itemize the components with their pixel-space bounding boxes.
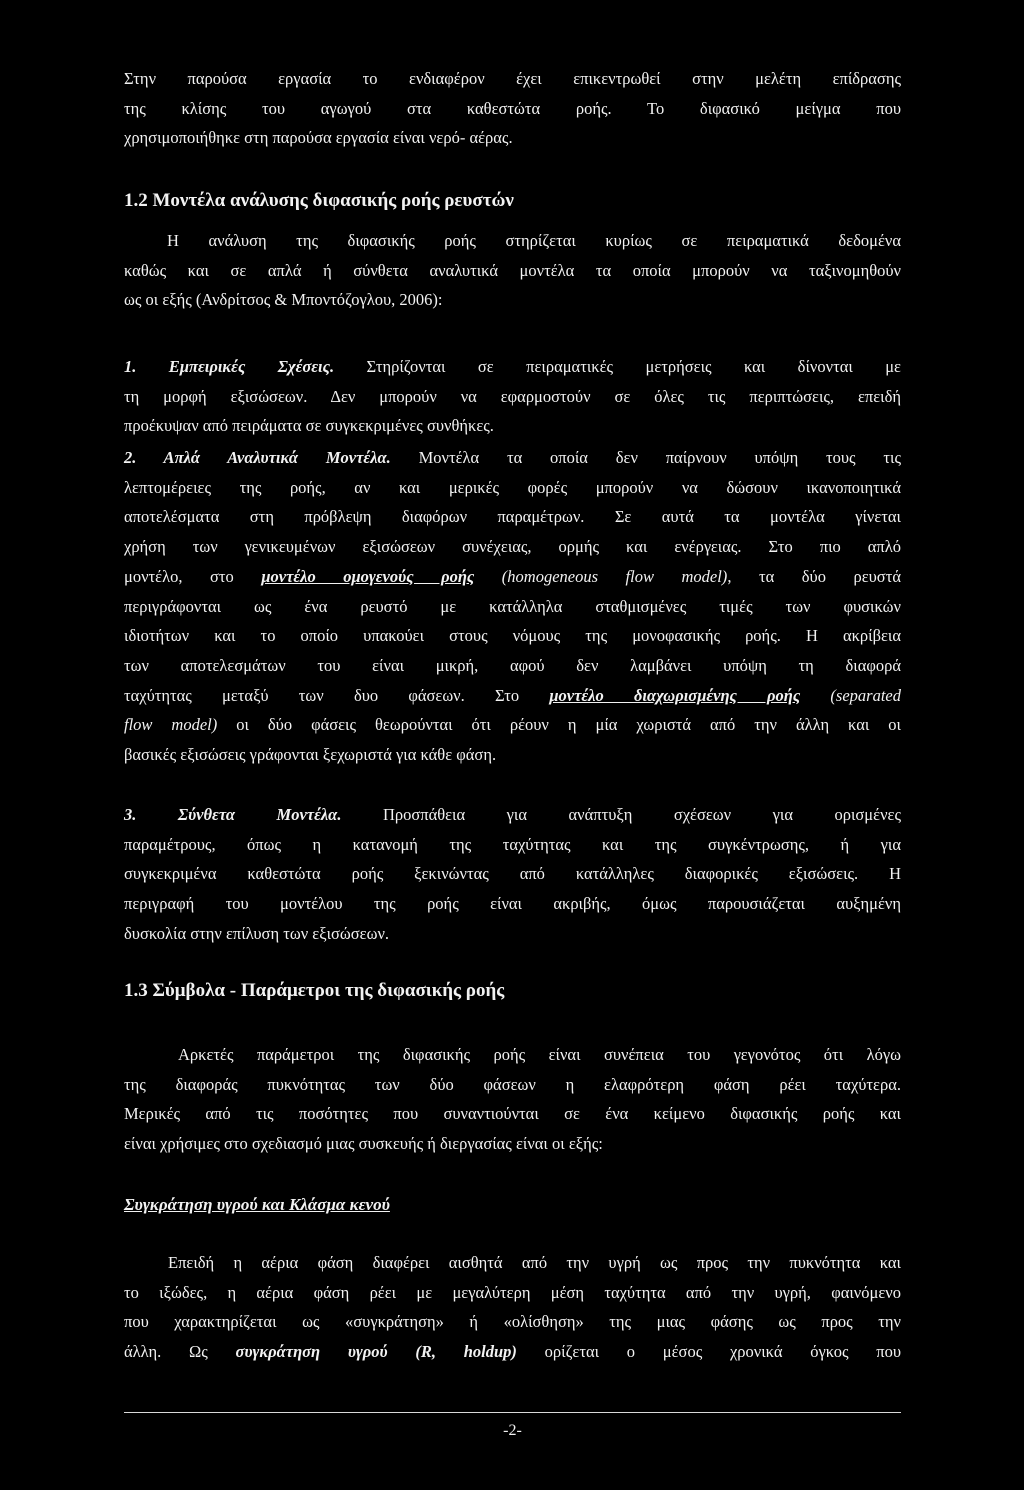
text-line: ιδιοτήτων και το οποίο υπακούει στους νόμους της μονοφασικής ροής. Η ακρίβεια [124,626,901,646]
section-heading-1-3: 1.3 Σύμβολα - Παράμετροι της διφασικής ροής [124,980,505,1001]
holdup-paragraph [124,1248,901,1367]
text-line: της διαφοράς πυκνότητας των δύο φάσεων η ελαφρότερη φάση ρέει ταχύτερα. [124,1074,901,1094]
text-line: το ιξώδες, η αέρια φάση ρέει με μεγαλύτερη μέση ταχύτητα από την υγρή, φαινόμενο [124,1282,901,1302]
text-line: τη μορφή εξισώσεων. Δεν μπορούν να εφαρμοστούν σε όλες τις περιπτώσεις, επειδή [124,386,901,406]
item-title: 2. Απλά Αναλυτικά Μοντέλα. [124,448,391,467]
text-line: 3. Σύνθετα Μοντέλα. Προσπάθεια για ανάπτυξη σχέσεων για ορισμένες [124,805,902,824]
page-number: -2- [503,1422,522,1439]
list-item-empirical [124,352,901,441]
text-line: προέκυψαν από πειράματα σε συγκεκριμένες συνθήκες. [124,416,494,436]
text-line: μοντέλο, στο μοντέλο ομογενούς ροής (homogeneous flow model), τα δύο ρευστά [124,566,901,586]
text-line: συγκεκριμένα καθεστώτα ροής ξεκινώντας από κατάλληλες διαφορικές εξισώσεις. Η [124,864,901,884]
holdup-term: συγκράτηση υγρού (R, holdup) [235,1342,517,1362]
text-line: περιγραφή του μοντέλου της ροής είναι ακριβής, όμως παρουσιάζεται αυξημένη [124,894,901,914]
section-1-2-paragraph [124,226,901,315]
section-1-3-paragraph [124,1040,901,1159]
text-line: ταχύτητας μεταξύ των δυο φάσεων. Στο μοντέλο διαχωρισμένης ροής (separated [124,685,901,705]
text-line: της κλίσης του αγωγού στα καθεστώτα ροής. Το διφασικό μείγμα που [124,98,901,118]
text-line: καθώς και σε απλά ή σύνθετα αναλυτικά μοντέλα τα οποία μπορούν να ταξινομηθούν [124,260,901,280]
text-line: των αποτελεσμάτων του είναι μικρή, αφού δεν λαμβάνει υπόψη τη διαφορά [124,655,901,675]
text-line: παραμέτρους, όπως η κατανομή της ταχύτητας και της συγκέντρωσης, ή για [124,834,901,854]
text-line: δυσκολία στην επίλυση των εξισώσεων. [124,923,390,943]
list-item-complex-models [124,800,901,949]
text-line: Μερικές από τις ποσότητες που συναντιούνται σε ένα κείμενο διφασικής ροής και [124,1104,901,1124]
text-line: Επειδή η αέρια φάση διαφέρει αισθητά από την υγρή ως προς την πυκνότητα και [168,1253,901,1272]
text-line: 2. Απλά Αναλυτικά Μοντέλα. Μοντέλα τα οποία δεν παίρνουν υπόψη τους τις [124,448,901,467]
text-line: περιγράφονται ως ένα ρευστό με κατάλληλα σταθμισμένες τιμές των φυσικών [124,596,901,616]
item-title: 3. Σύνθετα Μοντέλα. [124,805,342,824]
text-line: 1. Εμπειρικές Σχέσεις. Στηρίζονται σε πειραματικές μετρήσεις και δίνονται με [124,357,901,376]
text-line: βασικές εξισώσεις γράφονται ξεχωριστά για κάθε φάση. [124,745,497,765]
text-line: Αρκετές παράμετροι της διφασικής ροής είναι συνέπεια του γεγονότος ότι λόγω [178,1045,901,1064]
text-line: ως οι εξής (Ανδρίτσος & Μποντόζογλου, 2006): [124,290,443,310]
intro-paragraph [124,64,901,153]
footer-rule [124,1412,901,1413]
text-line: Στην παρούσα εργασία το ενδιαφέρον έχει επικεντρωθεί στην μελέτη επίδρασης [124,69,901,88]
homogeneous-model-term: μοντέλο ομογενούς ροής [261,566,475,586]
subheading-holdup-void: Συγκράτηση υγρού και Κλάσμα κενού [124,1195,390,1214]
text-line: που χαρακτηρίζεται ως «συγκράτηση» ή «ολίσθηση» της μιας φάσης ως προς την [124,1312,901,1332]
item-title: 1. Εμπειρικές Σχέσεις. [124,357,335,376]
text-line: λεπτομέρειες της ροής, αν και μερικές φορές μπορούν να δώσουν ικανοποιητικά [124,477,901,497]
text-line: είναι χρήσιμες στο σχεδιασμό μιας συσκευής ή διεργασίας είναι οι εξής: [124,1134,603,1154]
text-line: flow model) οι δύο φάσεις θεωρούνται ότι ρέουν η μία χωριστά από την άλλη και οι [124,715,901,735]
list-item-simple-models [124,443,901,770]
text-line: Η ανάλυση της διφασικής ροής στηρίζεται κυρίως σε πειραματικά δεδομένα [167,231,901,250]
text-line: άλλη. Ως συγκράτηση υγρού (R, holdup) ορίζεται ο μέσος χρονικά όγκος που [124,1342,902,1362]
text-line: χρήση των γενικευμένων εξισώσεων συνέχειας, ορμής και ενέργειας. Στο πιο απλό [124,537,901,557]
text-line: χρησιμοποιήθηκε στη παρούσα εργασία είναι νερό- αέρας. [124,128,513,148]
section-heading-1-2: 1.2 Μοντέλα ανάλυσης διφασικής ροής ρευστών [124,190,514,211]
separated-model-term: μοντέλο διαχωρισμένης ροής [549,685,801,705]
text-line: αποτελέσματα στη πρόβλεψη διαφόρων παραμέτρων. Σε αυτά τα μοντέλα γίνεται [124,507,901,527]
